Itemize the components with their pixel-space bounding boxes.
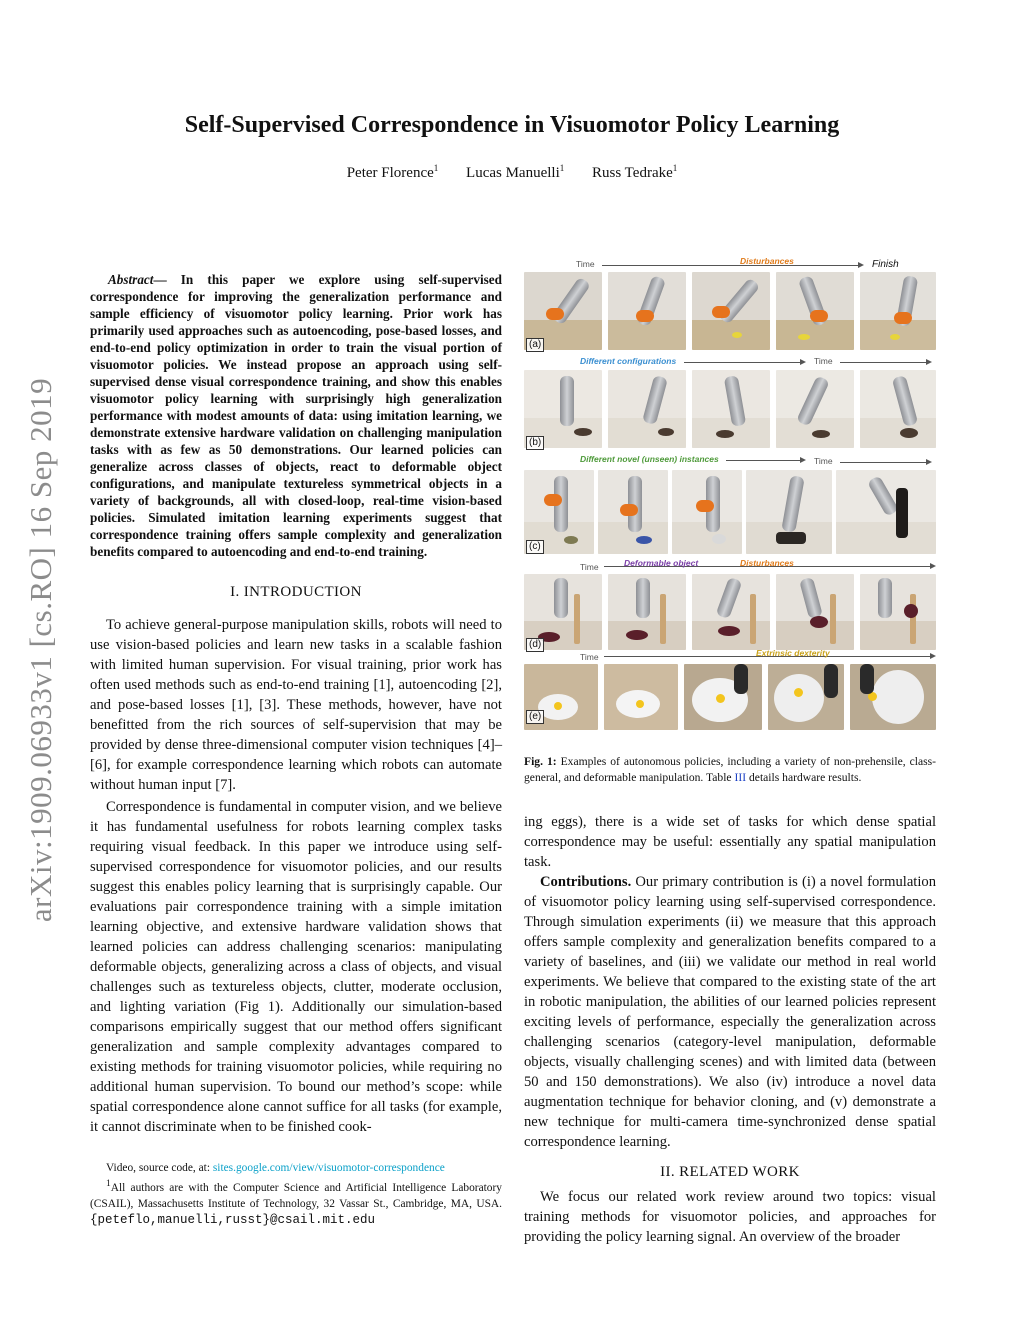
contributions-label: Contributions. (540, 874, 632, 890)
author: Peter Florence$^1$ (346, 163, 439, 181)
figure-row-c: Different novel (unseen) instances Time (c) (524, 454, 936, 554)
paper-title: Self-Supervised Correspondence in Visuomotor Policy Learning (184, 112, 840, 138)
photo-tile (776, 574, 854, 650)
label-deformable: Deformable object (624, 558, 699, 568)
label-instances: Different novel (unseen) instances (580, 454, 719, 464)
intro-paragraph-1: To achieve general-purpose manipulation skills, robots will need to use vision-based policies and learn new tasks in a scalable fashion with limited human supervision. For visual training, prior work has often used methods such as end-to-end training [1], autoencoding [2], and pose-based losses [1], [3]. These methods, however, have not benefitted from the rich sources of self-supervision that may be provided by dense three-dimensional computer vision techniques [4]–[6], for example correspondence learning which robots can automate without human input [7]. (90, 617, 502, 794)
footnotes (90, 1160, 502, 1228)
photo-tile (836, 470, 936, 554)
author-emails: {peteflo,manuelli,russt}@csail.mit.edu (90, 1212, 376, 1227)
abstract-text: In this paper we explore using self-supervised correspondence for improving the generalization performance and sample efficiency of visuomotor policy learning. Prior work has primarily used approaches such as autoencoding, pose-based losses, and end-to-end policy optimization in order to train the visual portion of visuomotor policies. We instead propose an approach using self-supervised dense visual correspondence training, and show this enables visuomotor policy learning with surprisingly high generalization performance with modest amounts of data: using imitation learning, we demonstrate extensive hardware validation on challenging manipulation tasks with as few as 50 demonstrations. Our learned policies can generalize across classes of objects, react to deformable object configurations, and manipulate textureless symmetrical objects in a variety of backgrounds, all with closed-loop, real-time vision-based policies. Simulated imitation learning experiments suggest that correspondence training offers sample complexity and generalization benefits compared to autoencoding and end-to-end training. (90, 272, 502, 560)
photo-tile (692, 370, 770, 448)
footnote-video: Video, source code, at: sites.google.com/view/visuomotor-correspondence (106, 1162, 445, 1174)
section-heading-introduction: I. INTRODUCTION (230, 584, 362, 601)
section-heading-related-work: II. RELATED WORK (660, 1164, 800, 1180)
photo-tile (850, 664, 936, 730)
footnote-affiliation: $^1$All authors are with the Computer Science and Artificial Intelligence Laboratory (CSAIL), Massachusetts Institute of Technology, 32 Vassar St., Cambridge, MA, USA. {peteflo,manuelli,russt}@csail.mit.edu (90, 1179, 502, 1227)
photo-tile (768, 664, 844, 730)
figure-caption: Fig. 1: Examples of autonomous policies, including a variety of non-prehensile, class-general, and deformable manipulation. Table III details hardware results. (524, 754, 937, 784)
photo-tile (860, 272, 936, 350)
arxiv-id: arXiv:1909.06933v1 [cs.RO] 16 Sep 2019 (23, 377, 58, 923)
photo-tile (608, 272, 686, 350)
photo-tile (604, 664, 678, 730)
photo-tile (776, 272, 854, 350)
photo-tile (598, 470, 668, 554)
photo-tile (608, 574, 686, 650)
label-dexterity: Extrinsic dexterity (756, 648, 830, 658)
author: Russ Tedrake$^1$ (592, 163, 678, 181)
photo-tile (776, 370, 854, 448)
figure-1 (524, 252, 937, 784)
photo-tile (860, 370, 936, 448)
video-link[interactable]: sites.google.com/view/visuomotor-correspondence (212, 1162, 445, 1174)
intro-paragraph-2: Correspondence is fundamental in computer vision, and we believe it has fundamental usefulness for robots learning complex tasks requiring visual feedback. In this paper we introduce using self-supervised correspondence for visuomotor policies, and our results suggest this enables policy learning that is surprisingly capable. Our evaluations pair correspondence training with a simple imitation learning objective, and extensive hardware validation shows that learned policies can address challenging scenarios: manipulating deformable objects, generalizing across a class of objects, and visual challenges such as textureless objects, clutter, moderate occlusion, and lighting variation (Fig 1). Additionally our simulation-based comparisons empirically suggest that our method offers significant generalization and sample complexity advantages compared to existing methods for training visuomotor policies, while requiring no additional human supervision. To bound our method’s scope: while spatial correspondence alone cannot suffice for all tasks (for example, it cannot discriminate when to be finished cook- (90, 799, 502, 1136)
label-finish: Finish (872, 259, 899, 270)
table-ref-link[interactable]: III (734, 770, 747, 784)
photo-tile (692, 574, 770, 650)
row-tag: (e) (526, 710, 544, 724)
figure-row-a: Time Disturbances Finish (a) (524, 258, 936, 350)
related-work-paragraph: We focus our related work review around two topics: visual training methods for visuomotor policies, and approaches for providing the policy learning signal. An overview of the broader (524, 1189, 936, 1245)
photo-tile (860, 574, 936, 650)
abstract-label: Abstract (108, 272, 154, 288)
photo-tile (684, 664, 762, 730)
figure-row-e: Time Extrinsic dexterity (e) (524, 650, 936, 732)
row-tag: (c) (526, 540, 544, 554)
figure-row-d: Time Deformable object Disturbances (d) (524, 558, 936, 650)
row-tag: (d) (526, 638, 544, 652)
row-tag: (b) (526, 436, 544, 450)
author: Lucas Manuelli$^1$ (466, 163, 565, 181)
abstract: Abstract— In this paper we explore using self-supervised correspondence for improving the generalization performance and sample efficiency of visuomotor policy learning. Prior work has primarily used approaches such as autoencoding, pose-based losses, and end-to-end policy optimization in order to train the visual portion of visuomotor policies. We instead propose an approach using self-supervised dense visual correspondence training, and show this enables visuomotor policy learning with surprisingly high generalization performance with modest amounts of data: using imitation learning, we demonstrate extensive hardware validation on challenging manipulation tasks with as few as 50 demonstrations. Our learned policies can generalize across classes of objects, react to deformable object configurations, and manipulate textureless symmetrical objects in a variety of backgrounds, all with closed-loop, real-time vision-based policies. Simulated imitation learning experiments suggest that correspondence training offers sample complexity and generalization benefits compared to autoencoding and end-to-end training. (90, 272, 502, 560)
photo-tile (692, 272, 770, 350)
continued-paragraph: ing eggs), there is a wide set of tasks for which dense spatial correspondence may be useful: essentially any spatial manipulation task. (524, 814, 936, 870)
photo-tile (672, 470, 742, 554)
author-list (0, 163, 1024, 182)
left-column (90, 258, 502, 1137)
right-column (524, 812, 936, 1247)
label-configurations: Different configurations (580, 356, 677, 366)
figure-row-b: Different configurations Time (b) (524, 356, 936, 448)
arxiv-stamp (18, 350, 64, 950)
photo-tile (746, 470, 832, 554)
contributions-paragraph: Contributions. Our primary contribution is (i) a novel formulation of visuomotor policy learning using self-supervised correspondence. Through simulation experiments (ii) we measure that this approach offers sample complexity and generalization benefits compared to a variety of baselines, and (iii) we validate our method in real world experiments. We believe that compared to the existing state of the art in robotic manipulation, the abilities of our learned policies represent exciting levels of performance, especially the generalization across challenging scenarios (category-level manipulation, deformable objects, visually challenging scenes) and with limited data (between 50 and 150 demonstrations). We also (iv) introduce a novel data augmentation technique for behavior cloning, and (v) demonstrate a new technique for multi-camera time-synchronized dense spatial correspondence learning. (524, 874, 936, 1150)
row-tag: (a) (526, 338, 544, 352)
photo-tile (608, 370, 686, 448)
label-disturbances: Disturbances (740, 256, 794, 266)
label-disturbances: Disturbances (740, 558, 794, 568)
